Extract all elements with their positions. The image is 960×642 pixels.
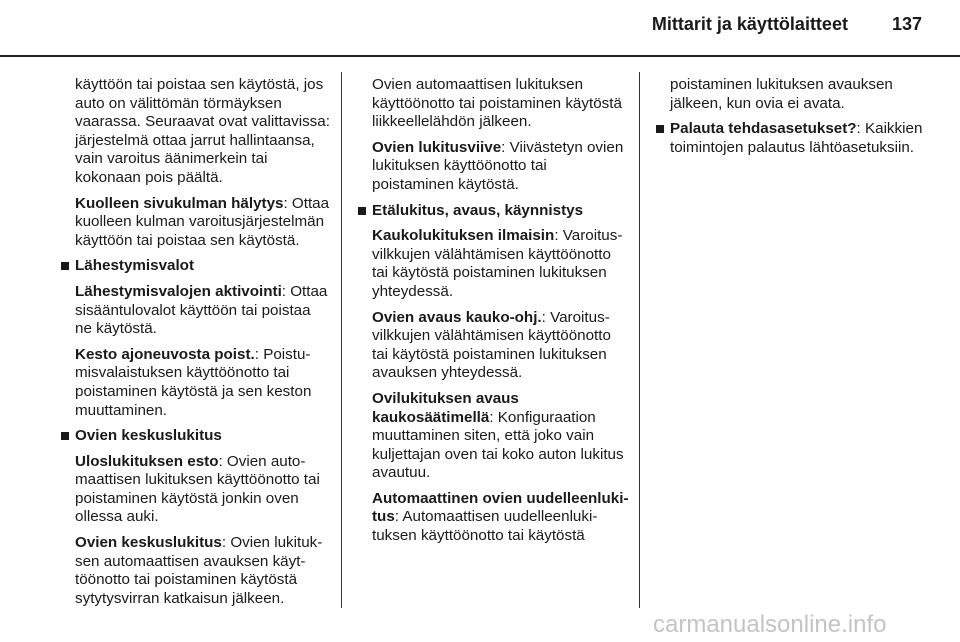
term-description: : Ottaa kuolleen kulman varoitusjärjestelmän käyttöön tai poistaa sen käytöstä. — [75, 194, 330, 249]
term: Uloslukituksen esto — [75, 452, 219, 470]
term-description: : Poistumisvalaistuksen käyttöönotto tai poistaminen käytöstä ja sen keston muuttaminen. — [75, 345, 312, 419]
term: Ovien avaus kauko-ohj. — [372, 308, 542, 326]
paragraph — [358, 390, 630, 483]
paragraph — [61, 195, 331, 251]
page-header — [652, 14, 922, 35]
term-description: : Konfiguraation muuttaminen siten, että joko vain kuljettajan oven tai koko auton lukitus avautuu. — [372, 408, 624, 482]
column-divider-1 — [341, 72, 342, 608]
header-rule — [0, 55, 960, 57]
bullet-square-icon — [61, 262, 69, 270]
section-heading-text: Etälukitus, avaus, käynnistys — [372, 201, 584, 219]
term-description: : Ovien automaattisen lukituksen käyttöönotto tai poistaminen käytöstä jonkin oven ollessa auki. — [75, 452, 320, 526]
term: Ovien keskuslukitus — [75, 534, 222, 552]
section-heading — [358, 202, 630, 221]
paragraph — [61, 453, 331, 527]
section-heading — [61, 257, 331, 276]
paragraph: Ovien automaattisen lukituksen käyttöönotto tai poistaminen käytöstä liikkeellelähdön jälkeen. — [372, 76, 622, 131]
paragraph — [358, 309, 630, 383]
bullet-square-icon — [656, 125, 664, 133]
paragraph — [358, 227, 630, 301]
paragraph — [61, 534, 331, 608]
paragraph: poistaminen lukituksen avauksen jälkeen, kun ovia ei avata. — [670, 76, 893, 112]
bullet-square-icon — [358, 207, 366, 215]
column-2 — [358, 76, 630, 553]
page-title: Mittarit ja käyttölaitteet — [651, 14, 848, 34]
term-description: : Varoitusvilkkujen välähtämisen käyttöönotto tai käytöstä poistaminen lukituksen avauksen yhteydessä. — [372, 308, 611, 382]
term: Lähestymisvalojen aktivointi — [75, 282, 282, 300]
term-description: : Varoitusvilkkujen välähtämisen käyttöönotto tai käytöstä poistaminen lukituksen yhteydessä. — [372, 227, 623, 300]
term: Kuolleen sivukulman hälytys — [75, 194, 284, 212]
term: Kaukolukituksen ilmaisin — [372, 227, 555, 245]
section-heading-text: Palauta tehdasasetukset? — [670, 120, 857, 138]
paragraph — [61, 283, 331, 339]
column-1 — [61, 76, 331, 615]
column-divider-2 — [639, 72, 640, 608]
term: Ovilukituksen avaus kaukosäätimellä — [372, 389, 519, 426]
term-description: : Ovien lukituksen automaattisen avauksen käyttöönotto tai poistaminen käytöstä sytytysvirran katkaisun jälkeen. — [75, 534, 323, 607]
paragraph — [61, 346, 331, 420]
page-number: 137 — [891, 14, 922, 34]
section-heading — [656, 120, 928, 157]
term-description: : Automaattisen uudelleenlukituksen käyttöönotto tai käytöstä — [372, 508, 598, 545]
paragraph — [358, 490, 630, 546]
watermark: carmanualsonline.info — [653, 611, 887, 638]
section-heading-text: Ovien keskuslukitus — [75, 427, 222, 445]
term-description: : Kaikkien toimintojen palautus lähtöasetuksiin. — [670, 120, 923, 156]
term: Kesto ajoneuvosta poist. — [75, 345, 255, 363]
term-description: : Ottaa sisääntulovalot käyttöön tai poistaa ne käytöstä. — [75, 282, 328, 338]
term: Automaattinen ovien uudelleenlukitus — [372, 489, 629, 526]
paragraph — [358, 139, 630, 195]
column-3 — [656, 76, 928, 164]
section-heading — [61, 427, 331, 446]
section-heading-text: Lähestymisvalot — [75, 257, 195, 275]
term: Ovien lukitusviive — [372, 138, 502, 156]
term-description: : Viivästetyn ovien lukituksen käyttöönotto tai poistaminen käytöstä. — [372, 138, 624, 193]
paragraph: käyttöön tai poistaa sen käytöstä, jos auto on välittömän törmäyksen vaarassa. Seuraavat ovat valittavissa: järjestelmä ottaa jarrut hallintaansa, vain varoitus äänimerkein tai kokonaan pois päältä. — [75, 76, 330, 186]
bullet-square-icon — [61, 432, 69, 440]
